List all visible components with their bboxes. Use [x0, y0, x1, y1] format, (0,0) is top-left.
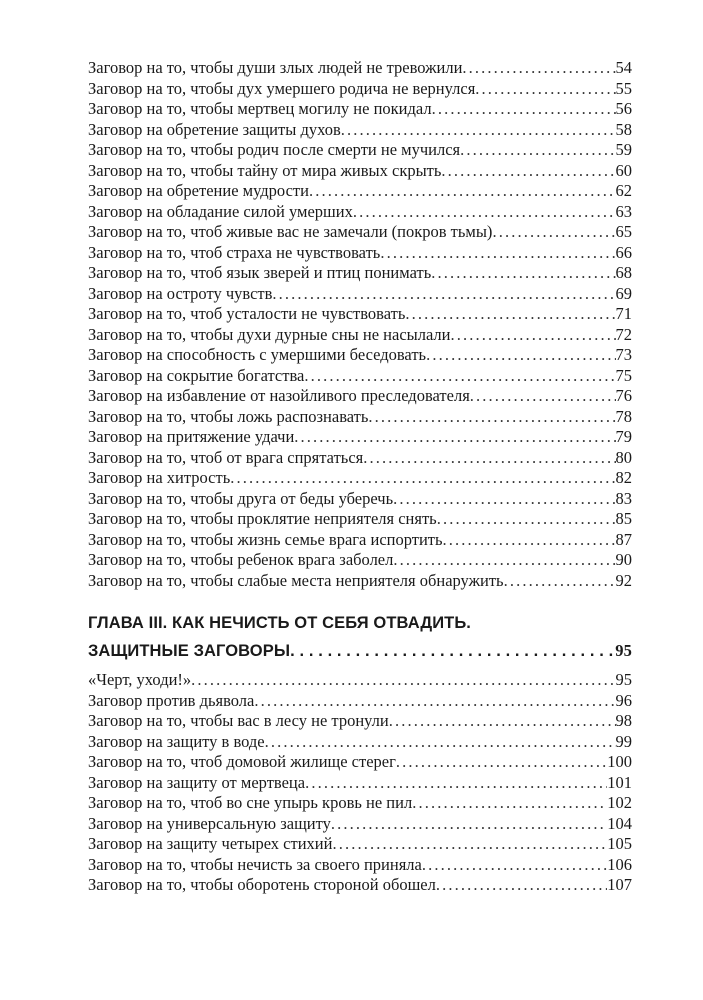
toc-entry [88, 304, 632, 325]
toc-entry-page: 87 [615, 529, 632, 549]
toc-entry-title: «Черт, уходи!» [88, 670, 192, 689]
leader-dots [504, 571, 616, 592]
toc-entry-title: Заговор на то, чтоб домовой жилище стерег [88, 752, 396, 771]
toc-entry [88, 855, 632, 876]
leader-dots [309, 181, 616, 202]
toc-entry-page: 63 [615, 201, 632, 221]
toc-entry [88, 120, 632, 141]
leader-dots [451, 325, 616, 346]
toc-entry-page: 98 [615, 711, 632, 730]
toc-entry [88, 834, 632, 855]
toc-entry-page: 79 [615, 427, 632, 446]
leader-dots [432, 99, 616, 120]
toc-entry [88, 161, 632, 182]
toc-entry-page: 101 [607, 772, 632, 792]
leader-dots [341, 120, 616, 141]
chapter-title-line-1: ГЛАВА III. КАК НЕЧИСТЬ ОТ СЕБЯ ОТВАДИТЬ. [88, 614, 471, 632]
toc-entry [88, 773, 632, 794]
toc-entry-page: 73 [615, 345, 632, 364]
toc-entry [88, 325, 632, 346]
toc-entry-page: 83 [615, 488, 632, 508]
toc-entry [88, 263, 632, 284]
toc-entry-page: 102 [607, 793, 632, 812]
toc-entry [88, 448, 632, 469]
leader-dots [368, 407, 615, 428]
toc-entry [88, 345, 632, 366]
toc-entry-title: Заговор на то, чтобы ложь распознавать [88, 406, 369, 426]
toc-entry-title: Заговор на то, чтобы слабые места неприятеля обнаружить [88, 570, 504, 590]
leader-dots [389, 711, 616, 732]
leader-dots [380, 243, 615, 264]
toc-entry-page: 92 [615, 570, 632, 590]
toc-entry-page: 66 [615, 242, 632, 262]
toc-entry-page: 56 [615, 99, 632, 118]
toc-entry [88, 181, 632, 202]
leader-dots [436, 875, 607, 896]
toc-entry-page: 55 [615, 78, 632, 98]
toc-entry-page: 105 [607, 834, 632, 853]
toc-entry-title: Заговор на защиту в воде [88, 731, 265, 751]
toc-entry-title: Заговор на то, чтобы друга от беды уберечь [88, 488, 394, 508]
leader-dots [363, 448, 615, 469]
leader-dots [304, 366, 615, 387]
toc-entry [88, 732, 632, 753]
toc-entry-page: 100 [607, 752, 632, 771]
toc-entry-title: Заговор на то, чтоб от врага спрятаться [88, 447, 364, 467]
leader-dots [426, 345, 615, 366]
toc-entry [88, 691, 632, 712]
toc-entry [88, 550, 632, 571]
leader-dots [393, 550, 615, 571]
leader-dots [475, 79, 615, 100]
toc-entry-page: 68 [615, 263, 632, 282]
toc-entry-page: 76 [615, 386, 632, 405]
toc-entry-title: Заговор на защиту четырех стихий [88, 834, 333, 853]
leader-dots [294, 427, 615, 448]
toc-section-2 [88, 670, 632, 896]
toc-entry-title: Заговор на то, чтоб во сне упырь кровь не пил [88, 793, 413, 812]
chapter-title-line-2-row [88, 637, 632, 664]
toc-entry [88, 670, 632, 691]
toc-entry-page: 107 [607, 875, 632, 894]
leader-dots [230, 468, 615, 489]
toc-entry [88, 814, 632, 835]
toc-entry-title: Заговор на притяжение удачи [88, 427, 295, 446]
toc-entry [88, 427, 632, 448]
toc-entry [88, 793, 632, 814]
toc-entry-page: 85 [615, 509, 632, 528]
toc-entry-title: Заговор на способность с умершими беседовать [88, 345, 427, 364]
toc-entry-page: 54 [615, 58, 632, 77]
toc-entry-title: Заговор на остроту чувств [88, 283, 273, 303]
toc-entry-title: Заговор на избавление от назойливого преследователя [88, 386, 470, 405]
toc-entry-page: 90 [615, 550, 632, 569]
chapter-title-line-2: ЗАЩИТНЫЕ ЗАГОВОРЫ [88, 642, 291, 660]
toc-entry-title: Заговор на универсальную защиту [88, 813, 331, 833]
toc-entry-page: 82 [615, 468, 632, 487]
toc-entry [88, 468, 632, 489]
leader-dots [441, 161, 615, 182]
toc-entry [88, 571, 632, 592]
toc-entry-page: 72 [615, 324, 632, 344]
leader-dots [191, 670, 615, 691]
toc-entry-title: Заговор на то, чтобы мертвец могилу не покидал [88, 99, 432, 118]
toc-entry-page: 60 [615, 160, 632, 180]
toc-entry [88, 530, 632, 551]
toc-entry-title: Заговор на то, чтобы нечисть за своего приняла [88, 854, 422, 874]
toc-entry [88, 875, 632, 896]
toc-entry-title: Заговор на то, чтоб страха не чувствовать [88, 242, 381, 262]
toc-entry-page: 104 [607, 813, 632, 833]
leader-dots [265, 732, 616, 753]
toc-entry-page: 71 [615, 304, 632, 323]
toc-entry-page: 75 [615, 365, 632, 385]
leader-dots [254, 691, 615, 712]
leader-dots [290, 638, 615, 665]
toc-entry [88, 366, 632, 387]
toc-entry-title: Заговор на сокрытие богатства [88, 365, 305, 385]
toc-entry-title: Заговор против дьявола [88, 690, 255, 710]
toc-entry [88, 407, 632, 428]
leader-dots [305, 773, 607, 794]
toc-entry-title: Заговор на то, чтобы тайну от мира живых скрыть [88, 160, 442, 180]
toc-entry-page: 65 [615, 222, 632, 241]
leader-dots [396, 752, 607, 773]
leader-dots [272, 284, 615, 305]
leader-dots [460, 140, 615, 161]
toc-entry-title: Заговор на то, чтобы жизнь семье врага испортить [88, 529, 443, 549]
toc-entry-page: 78 [615, 406, 632, 426]
chapter-page-number: 95 [615, 641, 632, 660]
toc-entry-title: Заговор на то, чтобы родич после смерти не мучился [88, 140, 461, 159]
toc-entry [88, 489, 632, 510]
table-of-contents [88, 58, 632, 896]
toc-entry [88, 58, 632, 79]
leader-dots [393, 489, 615, 510]
toc-entry [88, 99, 632, 120]
toc-entry-title: Заговор на обретение защиты духов [88, 119, 341, 139]
toc-entry-title: Заговор на то, чтоб живые вас не замечали (покров тьмы) [88, 222, 493, 241]
toc-entry [88, 140, 632, 161]
leader-dots [492, 222, 615, 243]
toc-entry-page: 106 [607, 854, 632, 874]
leader-dots [332, 834, 607, 855]
toc-entry-title: Заговор на то, чтобы проклятие неприятеля снять [88, 509, 437, 528]
toc-entry-page: 95 [615, 670, 632, 689]
leader-dots [353, 202, 616, 223]
leader-dots [431, 263, 615, 284]
leader-dots [470, 386, 616, 407]
leader-dots [405, 304, 615, 325]
toc-entry-page: 96 [615, 690, 632, 710]
toc-entry-title: Заговор на обладание силой умерших [88, 201, 353, 221]
toc-entry-title: Заговор на то, чтобы духи дурные сны не насылали [88, 324, 451, 344]
toc-entry-title: Заговор на то, чтобы оборотень стороной обошел [88, 875, 436, 894]
toc-entry [88, 752, 632, 773]
toc-entry-page: 99 [615, 731, 632, 751]
toc-entry-title: Заговор на защиту от мертвеца [88, 772, 306, 792]
toc-entry-title: Заговор на обретение мудрости [88, 181, 309, 200]
leader-dots [437, 509, 616, 530]
leader-dots [331, 814, 607, 835]
toc-entry-title: Заговор на то, чтобы дух умершего родича не вернулся [88, 78, 476, 98]
toc-entry-title: Заговор на то, чтобы ребенок врага заболел [88, 550, 394, 569]
toc-entry [88, 386, 632, 407]
toc-section-1 [88, 58, 632, 591]
toc-entry-page: 80 [615, 447, 632, 467]
toc-entry [88, 509, 632, 530]
leader-dots [422, 855, 607, 876]
leader-dots [412, 793, 607, 814]
toc-entry [88, 222, 632, 243]
toc-entry-page: 69 [615, 283, 632, 303]
toc-entry-title: Заговор на то, чтоб усталости не чувствовать [88, 304, 406, 323]
toc-entry-title: Заговор на то, чтобы вас в лесу не тронули [88, 711, 389, 730]
toc-entry [88, 243, 632, 264]
leader-dots [443, 530, 616, 551]
toc-entry [88, 202, 632, 223]
toc-entry [88, 284, 632, 305]
toc-entry-page: 62 [615, 181, 632, 200]
toc-entry-title: Заговор на то, чтобы души злых людей не тревожили [88, 58, 463, 77]
toc-entry-title: Заговор на то, чтоб язык зверей и птиц понимать [88, 263, 432, 282]
toc-entry-page: 58 [615, 119, 632, 139]
toc-entry-title: Заговор на хитрость [88, 468, 231, 487]
leader-dots [462, 58, 615, 79]
toc-entry-page: 59 [615, 140, 632, 159]
toc-entry [88, 711, 632, 732]
toc-entry [88, 79, 632, 100]
chapter-heading [88, 610, 632, 664]
